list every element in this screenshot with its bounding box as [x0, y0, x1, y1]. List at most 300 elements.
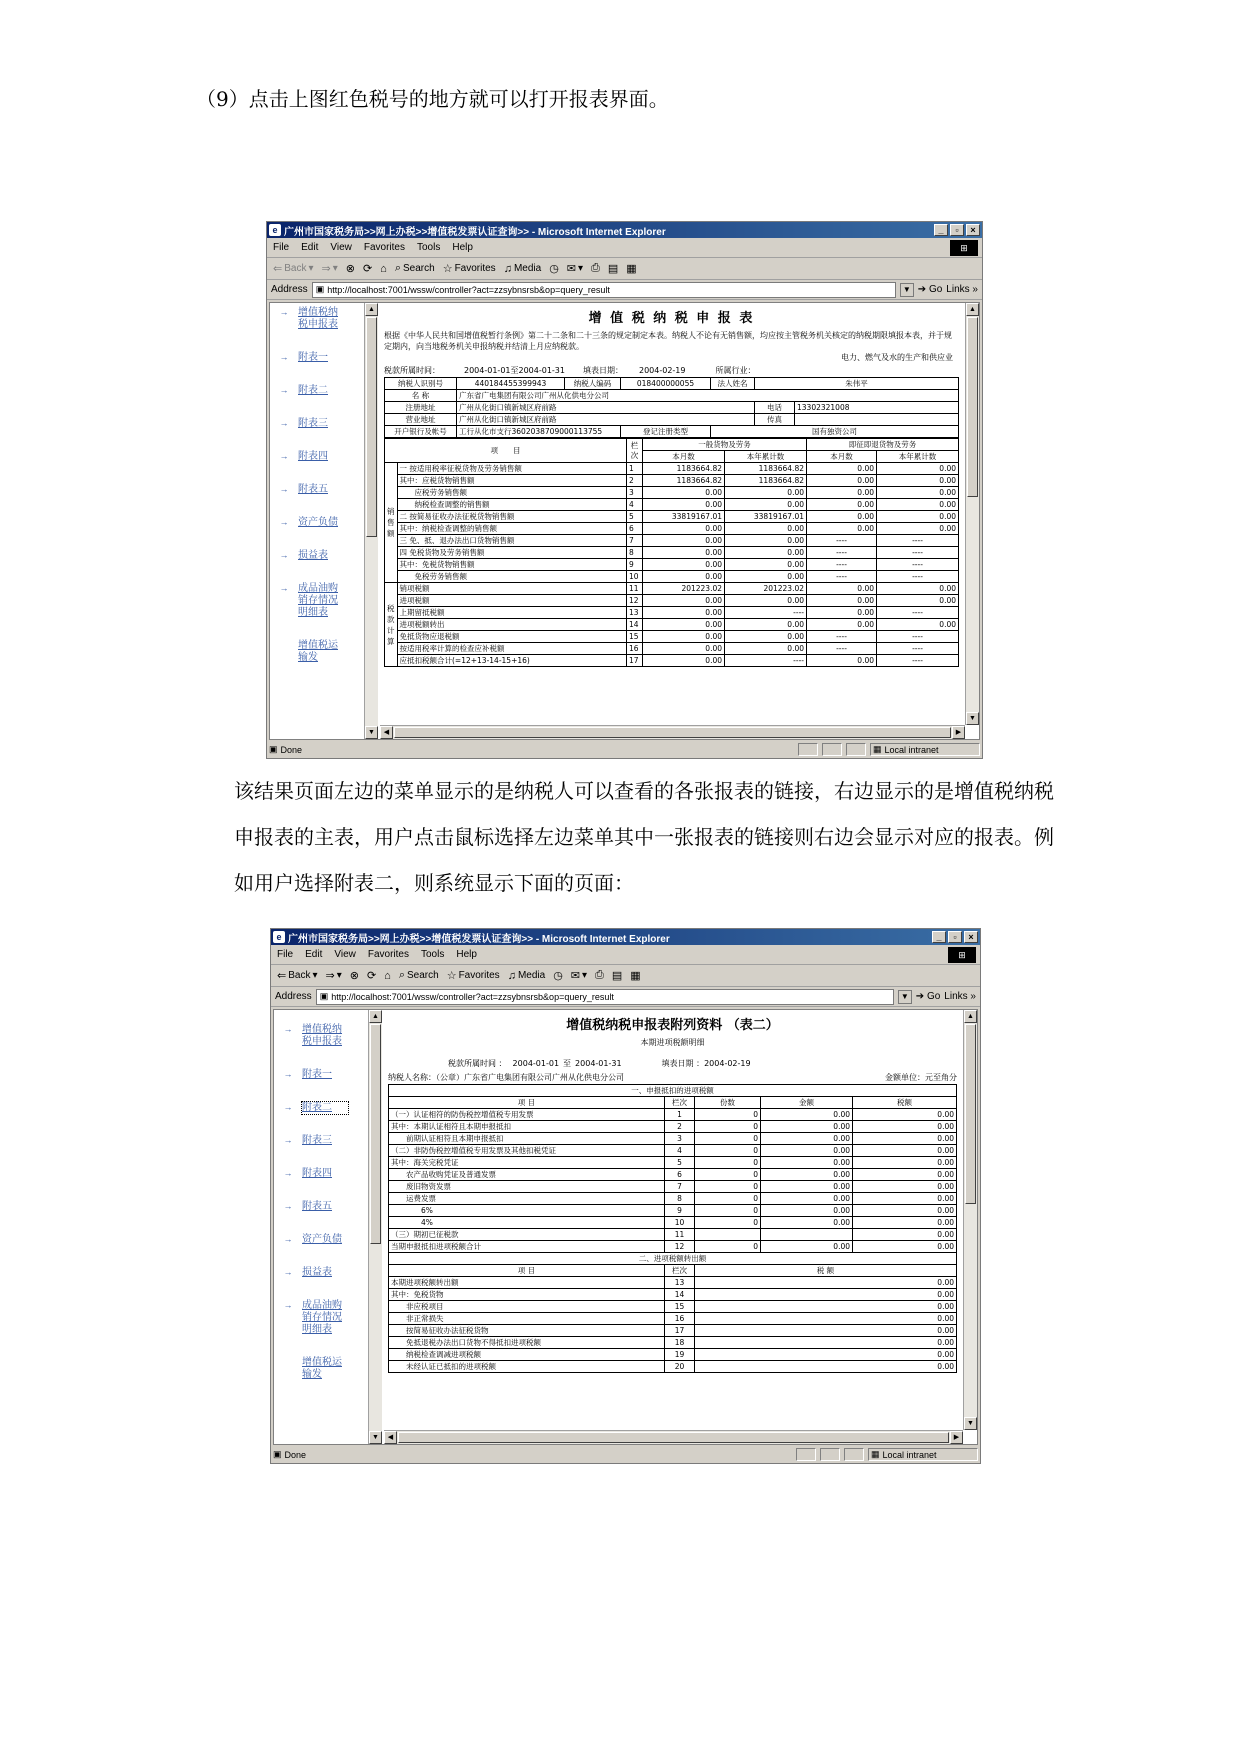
scroll-right-icon[interactable]: ▶ — [952, 726, 965, 739]
row-month-immediate: 0.00 — [807, 583, 877, 595]
nav-arrow-icon: → — [279, 451, 289, 461]
nav-arrow-icon: → — [283, 1267, 293, 1277]
nav-item-attachment-5[interactable]: → 附表五 — [270, 484, 364, 496]
nav-item-main-form[interactable]: → 增值税纳税申报表 — [274, 1024, 368, 1048]
table-row — [385, 535, 959, 547]
scroll-thumb[interactable] — [394, 727, 951, 738]
title-bar — [267, 222, 982, 238]
nav-arrow-icon: → — [279, 307, 289, 317]
row-lane: 18 — [665, 1337, 695, 1349]
row-lane: 13 — [665, 1277, 695, 1289]
row-amount: 0.00 — [761, 1133, 853, 1145]
row-lane: 10 — [627, 571, 643, 583]
row-month-immediate: 0.00 — [807, 607, 877, 619]
right-scrollbar[interactable] — [965, 303, 979, 725]
scroll-down-icon[interactable]: ▼ — [365, 726, 378, 739]
media-button[interactable]: ♫ Media — [507, 969, 546, 982]
row-amount: 0.00 — [761, 1169, 853, 1181]
row-count: 0 — [695, 1121, 761, 1133]
table-row — [389, 1313, 957, 1325]
row-year-general: 0.00 — [725, 487, 807, 499]
address-dropdown-icon[interactable]: ▼ — [900, 283, 914, 297]
scroll-thumb[interactable] — [370, 1024, 381, 1244]
nav-item-balance-sheet[interactable]: → 资产负债 — [270, 517, 364, 529]
nav-arrow-icon: → — [279, 517, 289, 527]
row-item: 销项税额 — [397, 583, 627, 595]
row-item: 上期留抵税额 — [397, 607, 627, 619]
row-month-general: 0.00 — [643, 607, 725, 619]
row-count: 0 — [695, 1217, 761, 1229]
search-icon: ⌕ — [394, 262, 401, 274]
home-icon: ⌂ — [380, 262, 387, 275]
table-row — [389, 1277, 957, 1289]
row-tax: 0.00 — [853, 1109, 957, 1121]
address-input[interactable] — [312, 282, 896, 298]
row-month-general: 0.00 — [643, 631, 725, 643]
print-button[interactable] — [591, 262, 600, 275]
nav-arrow-icon: → — [279, 484, 289, 494]
row-year-general: 0.00 — [725, 631, 807, 643]
nav-arrow-icon: → — [279, 418, 289, 428]
row-item: 当期申报抵扣进项税额合计 — [389, 1241, 665, 1253]
edit-button[interactable] — [608, 262, 618, 275]
done-page-icon: ▣ — [273, 1449, 282, 1459]
edit-button[interactable] — [612, 969, 622, 982]
fill-date: 2004-02-19 — [638, 365, 686, 375]
tax-period: 2004-01-01至2004-01-31 — [464, 365, 565, 375]
row-lane: 6 — [627, 523, 643, 535]
row-month-immediate: ---- — [807, 631, 877, 643]
home-button[interactable] — [380, 263, 387, 275]
row-lane: 16 — [627, 643, 643, 655]
table-row — [385, 619, 959, 631]
nav-item-income-statement[interactable]: → 损益表 — [274, 1267, 368, 1279]
horizontal-scrollbar[interactable] — [384, 1430, 963, 1444]
row-year-immediate: ---- — [877, 631, 959, 643]
horizontal-scrollbar[interactable] — [380, 725, 965, 739]
media-button[interactable]: ♫ Media — [503, 262, 542, 275]
scroll-down-icon[interactable]: ▼ — [369, 1431, 382, 1444]
address-input[interactable] — [316, 989, 894, 1005]
scroll-thumb[interactable] — [967, 317, 978, 497]
taxpayer-info-table: 纳税人识别号 440184455399943 纳税人编码 018400000055 法人姓名 朱伟平 名 称 广东省广电集团有限公司广州从化供电分公司 注册地址 广州从化街口镇新城区府前路 电话 13302321008 营业地址 广州从化街口镇新城区府前路 传真 开户银行及帐号 工行从化市支行3602038709000113755 登记注册类型 国有独资公司 — [384, 377, 959, 438]
menu-edit[interactable]: Edit — [301, 242, 319, 253]
menu-view[interactable]: View — [334, 949, 356, 960]
table-row — [389, 1229, 957, 1241]
nav-item-attachment-1[interactable]: → 附表一 — [274, 1069, 368, 1081]
nav-item-transport-invoice[interactable]: 增值税运输发 — [302, 1357, 342, 1380]
row-lane: 5 — [627, 511, 643, 523]
menu-file[interactable]: File — [277, 949, 294, 960]
scroll-thumb[interactable] — [398, 1432, 949, 1443]
row-lane: 5 — [665, 1157, 695, 1169]
mail-button[interactable]: ✉ ▾ — [566, 263, 584, 275]
row-year-general: 0.00 — [725, 535, 807, 547]
table-row — [385, 487, 959, 499]
address-bar — [271, 987, 980, 1007]
vat-calculation-table: 项 目 栏次 一般货物及劳务 即征即退货物及劳务 本月数 本年累计数 本月数 本年累计数 销售额 一 按适用税率征税货物及劳务销售额 1 1183664.82 1183664.82 0.00 0.00 其中：应税货物销售额 2 1183664.82 1183664.82 0.00 0.00 应税劳务销售额 3 0.00 0.00 0.00 0.00 纳税检查调整的销售额 4 0.00 0.00 0.00 0.00 二 按简易征收办法征税货物销售额 5 33819167.01 33819167.01 0.00 0.00 其中：纳税检查调整的销售额 6 0.00 0.00 0.00 0.00 三 免、抵、退办法出口货物销售额 7 0.00 0.00 ---- ---- 四 免税货物及劳务销售额 8 0.00 0.00 ---- ---- 其中：免税货物销售额 9 0.00 0.00 ---- ---- 免税劳务销售额 10 0.00 0.00 ---- ---- 税款计算 销项税额 11 201223.02 201223.02 0.00 0.00 进项税额 12 0.00 0.00 0.00 0.00 上期留抵税额 13 0.00 ---- 0.00 ---- 进项税额转出 14 0.00 0.00 0.00 0.00 免抵货物应退税额 15 0.00 0.00 ---- ---- 按适用税率计算的检查应补税额 16 0.00 0.00 ---- ---- 应抵扣税额合计(=12+13-14-15+16) 17 0.00 ---- 0.00 ---- — [384, 438, 959, 667]
minimize-icon[interactable]: _ — [932, 931, 946, 943]
row-month-general: 33819167.01 — [643, 511, 725, 523]
discuss-button[interactable] — [630, 969, 640, 982]
zone-text: Local intranet — [884, 744, 939, 755]
mail-icon: ✉ — [566, 263, 577, 275]
window-title: 广州市国家税务局>>网上办税>>增值税发票认证查询>> - Microsoft Internet Explorer — [288, 933, 670, 945]
row-year-general: ---- — [725, 607, 807, 619]
row-month-general: 0.00 — [643, 547, 725, 559]
status-bar — [273, 1447, 978, 1462]
row-month-general: 0.00 — [643, 559, 725, 571]
row-lane: 4 — [627, 499, 643, 511]
back-button[interactable]: ⇐ Back ▾ — [277, 970, 318, 982]
address-dropdown-icon[interactable]: ▼ — [898, 990, 912, 1004]
row-lane: 8 — [665, 1193, 695, 1205]
row-year-immediate: ---- — [877, 547, 959, 559]
scroll-thumb[interactable] — [366, 317, 377, 537]
menu-help[interactable]: Help — [456, 949, 477, 960]
nav-arrow-icon: → — [283, 1234, 293, 1244]
row-item: 进项税额 — [397, 595, 627, 607]
left-scrollbar[interactable] — [364, 303, 378, 739]
row-tax: 0.00 — [853, 1181, 957, 1193]
row-month-immediate: 0.00 — [807, 499, 877, 511]
row-item: 免抵货物应退税额 — [397, 631, 627, 643]
row-amount: 0.00 — [761, 1217, 853, 1229]
row-month-immediate: 0.00 — [807, 511, 877, 523]
address-url: http://localhost:7001/wssw/controller?act=zzsybnsrsb&op=query_result — [331, 991, 614, 1002]
nav-item-attachment-2[interactable]: → 附表二 — [274, 1102, 368, 1114]
row-month-general: 0.00 — [643, 619, 725, 631]
print-icon: ⎙ — [591, 262, 600, 274]
favorites-icon: ☆ — [446, 970, 457, 982]
period-line: 税款所属时间 ： 2004-01-01 至 2004-01-31 填表日期 ： 2004-02-19 — [448, 1058, 751, 1068]
row-year-general: 0.00 — [725, 523, 807, 535]
row-month-general: 0.00 — [643, 535, 725, 547]
explanation-text: 该结果页面左边的菜单显示的是纳税人可以查看的各张报表的链接，右边显示的是增值税纳税申报表的主表，用户点击鼠标选择左边菜单其中一张报表的链接则右边会显示对应的报表。例如用户选择附表二，则系统显示下面的页面： — [234, 779, 1054, 895]
print-button[interactable] — [595, 969, 604, 982]
left-scrollbar[interactable] — [368, 1010, 382, 1444]
menu-help[interactable]: Help — [452, 242, 473, 253]
form-title: 增值税纳税申报表附列资料 （表二） — [566, 1018, 779, 1033]
row-item: 其中：本期认证相符且本期申报抵扣 — [389, 1121, 665, 1133]
row-lane: 1 — [665, 1109, 695, 1121]
row-tax: 0.00 — [695, 1289, 957, 1301]
nav-arrow-icon: → — [283, 1102, 293, 1112]
row-amount: 0.00 — [761, 1157, 853, 1169]
nav-arrow-icon: → — [279, 385, 289, 395]
nav-arrow-icon: → — [283, 1024, 293, 1034]
go-button[interactable]: ➔ Go — [917, 284, 943, 295]
row-year-immediate: 0.00 — [877, 523, 959, 535]
row-month-immediate: 0.00 — [807, 475, 877, 487]
row-lane: 17 — [627, 655, 643, 667]
window-title: 广州市国家税务局>>网上办税>>增值税发票认证查询>> - Microsoft Internet Explorer — [284, 226, 666, 238]
form-subtitle: 本期进项税额明细 — [640, 1038, 705, 1047]
row-lane: 19 — [665, 1349, 695, 1361]
row-item: 二 按简易征收办法征税货物销售额 — [397, 511, 627, 523]
nav-item-attachment-1[interactable]: → 附表一 — [270, 352, 364, 364]
menu-file[interactable]: File — [273, 242, 290, 253]
row-item: 其中：海关完税凭证 — [389, 1157, 665, 1169]
nav-item-oil-inventory[interactable]: → 成品油购销存情况明细表 — [270, 583, 364, 619]
refresh-button[interactable] — [363, 262, 372, 275]
row-lane: 13 — [627, 607, 643, 619]
nav-arrow-icon: → — [283, 1069, 293, 1079]
stop-icon: ⊗ — [349, 970, 359, 982]
mail-button[interactable]: ✉ ▾ — [570, 970, 588, 982]
row-year-general: 0.00 — [725, 547, 807, 559]
row-month-immediate: ---- — [807, 571, 877, 583]
favorites-button[interactable]: ☆ Favorites — [442, 263, 496, 275]
discuss-button[interactable] — [626, 262, 636, 275]
row-year-immediate: 0.00 — [877, 595, 959, 607]
row-year-immediate: ---- — [877, 559, 959, 571]
row-item: 纳税检查调整的销售额 — [397, 499, 627, 511]
row-lane: 11 — [665, 1229, 695, 1241]
row-year-general: ---- — [725, 655, 807, 667]
report-nav — [270, 307, 364, 685]
nav-item-attachment-2[interactable]: → 附表二 — [270, 385, 364, 397]
row-amount: 0.00 — [761, 1109, 853, 1121]
home-button[interactable] — [384, 970, 391, 982]
row-year-immediate: 0.00 — [877, 619, 959, 631]
nav-arrow-icon: → — [279, 550, 289, 560]
row-month-general: 0.00 — [643, 643, 725, 655]
nav-arrow-icon: → — [283, 1201, 293, 1211]
row-item: 免抵退税办法出口货物不得抵扣进项税额 — [389, 1337, 665, 1349]
row-month-immediate: ---- — [807, 559, 877, 571]
page-icon: ▣ — [319, 991, 329, 1001]
row-item: 4% — [389, 1217, 665, 1229]
links-button[interactable]: Links » — [946, 284, 978, 295]
nav-arrow-icon: → — [283, 1135, 293, 1145]
scroll-thumb[interactable] — [965, 1024, 976, 1204]
stop-button[interactable] — [346, 262, 355, 275]
row-tax: 0.00 — [853, 1157, 957, 1169]
row-year-general: 33819167.01 — [725, 511, 807, 523]
forward-button[interactable]: ⇒ ▾ — [321, 263, 338, 275]
row-month-immediate: ---- — [807, 535, 877, 547]
close-icon[interactable]: × — [966, 224, 980, 236]
row-item: 三 免、抵、退办法出口货物销售额 — [397, 535, 627, 547]
menu-view[interactable]: View — [330, 242, 352, 253]
table-row — [385, 559, 959, 571]
go-button[interactable]: ➔ Go — [915, 991, 941, 1002]
history-button[interactable] — [549, 262, 559, 275]
row-item: 农产品收购凭证及普通发票 — [389, 1169, 665, 1181]
scroll-up-icon[interactable]: ▲ — [966, 303, 979, 316]
links-button[interactable]: Links » — [944, 991, 976, 1002]
row-count: 0 — [695, 1145, 761, 1157]
table-row — [385, 511, 959, 523]
edit-icon: ▤ — [611, 970, 623, 982]
row-month-general: 0.00 — [643, 571, 725, 583]
table-row — [385, 523, 959, 535]
nav-item-attachment-3[interactable]: → 附表三 — [274, 1135, 368, 1147]
nav-item-attachment-3[interactable]: → 附表三 — [270, 418, 364, 430]
row-amount: 0.00 — [761, 1121, 853, 1133]
form-preamble: 根据《中华人民共和国增值税暂行条例》第二十二条和二十三条的规定制定本表。纳税人不论有无销售额，均应按主管税务机关核定的纳税期限填报本表，并于规定期内，向当地税务机关申报纳税并结清上月应纳税款。 — [384, 331, 952, 351]
row-month-general: 0.00 — [643, 523, 725, 535]
scroll-left-icon[interactable]: ◀ — [384, 1431, 397, 1444]
address-url: http://localhost:7001/wssw/controller?act=zzsybnsrsb&op=query_result — [327, 284, 610, 295]
close-icon[interactable]: × — [964, 931, 978, 943]
search-button[interactable]: ⌕ Search — [394, 262, 435, 274]
row-year-immediate: 0.00 — [877, 499, 959, 511]
row-month-general: 1183664.82 — [643, 463, 725, 475]
table-row — [385, 595, 959, 607]
row-lane: 15 — [665, 1301, 695, 1313]
browser-window-main-form — [266, 221, 983, 759]
nav-item-main-form[interactable]: → 增值税纳税申报表 — [270, 307, 364, 331]
discuss-icon: ▦ — [630, 970, 641, 982]
table-row — [389, 1121, 957, 1133]
row-tax: 0.00 — [695, 1337, 957, 1349]
scroll-up-icon[interactable]: ▲ — [369, 1010, 382, 1023]
vat-return-form — [380, 303, 963, 723]
left-menu-pane — [270, 303, 378, 739]
row-month-immediate: 0.00 — [807, 595, 877, 607]
favorites-icon: ☆ — [442, 263, 453, 275]
row-tax: 0.00 — [695, 1349, 957, 1361]
history-icon: ◷ — [549, 263, 559, 275]
nav-arrow-icon: → — [283, 1168, 293, 1178]
row-lane: 4 — [665, 1145, 695, 1157]
scroll-up-icon[interactable]: ▲ — [964, 1010, 977, 1023]
tax-transfer-rows — [389, 1277, 957, 1373]
back-arrow-icon: ⇐ — [277, 970, 287, 982]
menu-tools[interactable]: Tools — [420, 949, 445, 960]
side-label-sales: 销售额 — [385, 463, 398, 583]
row-tax: 0.00 — [853, 1121, 957, 1133]
forward-button[interactable]: ⇒ ▾ — [325, 970, 342, 982]
stop-button[interactable] — [350, 969, 359, 982]
row-item: 其中：免税货物 — [389, 1289, 665, 1301]
table-row — [389, 1289, 957, 1301]
home-icon: ⌂ — [384, 969, 391, 982]
go-arrow-icon: ➔ — [917, 284, 927, 295]
row-tax: 0.00 — [695, 1301, 957, 1313]
row-tax: 0.00 — [853, 1205, 957, 1217]
row-item: 四 免税货物及劳务销售额 — [397, 547, 627, 559]
row-amount — [761, 1229, 853, 1241]
search-icon: ⌕ — [398, 969, 405, 981]
menu-favorites[interactable]: Favorites — [363, 242, 405, 253]
restore-icon[interactable]: ▫ — [948, 931, 962, 943]
row-tax: 0.00 — [853, 1217, 957, 1229]
nav-item-attachment-5[interactable]: → 附表五 — [274, 1201, 368, 1213]
table-row — [385, 463, 959, 475]
row-item: 免税劳务销售额 — [397, 571, 627, 583]
scroll-left-icon[interactable]: ◀ — [380, 726, 393, 739]
search-button[interactable]: ⌕ Search — [398, 969, 439, 981]
right-scrollbar[interactable] — [963, 1010, 977, 1430]
row-count: 0 — [695, 1109, 761, 1121]
row-lane: 2 — [665, 1121, 695, 1133]
table-row — [389, 1325, 957, 1337]
scroll-down-icon[interactable]: ▼ — [966, 712, 979, 725]
toolbar — [267, 258, 982, 280]
table-row — [385, 643, 959, 655]
ie-icon: e — [269, 224, 281, 236]
row-lane: 7 — [665, 1181, 695, 1193]
refresh-button[interactable] — [367, 969, 376, 982]
favorites-button[interactable]: ☆ Favorites — [446, 970, 500, 982]
row-lane: 1 — [627, 463, 643, 475]
table-row — [385, 499, 959, 511]
nav-item-transport-invoice[interactable]: 增值税运输发 — [298, 640, 338, 663]
scroll-right-icon[interactable]: ▶ — [950, 1431, 963, 1444]
restore-icon[interactable]: ▫ — [950, 224, 964, 236]
nav-item-attachment-4[interactable]: → 附表四 — [270, 451, 364, 463]
industry-value: 电力、燃气及水的生产和供应业 — [841, 353, 953, 362]
browser-window-attachment-2 — [270, 928, 981, 1464]
row-year-general: 1183664.82 — [725, 463, 807, 475]
nav-item-attachment-4[interactable]: → 附表四 — [274, 1168, 368, 1180]
table-row — [389, 1181, 957, 1193]
menu-tools[interactable]: Tools — [416, 242, 441, 253]
browser-content — [273, 1009, 978, 1445]
menu-favorites[interactable]: Favorites — [367, 949, 409, 960]
nav-item-balance-sheet[interactable]: → 资产负债 — [274, 1234, 368, 1246]
table-row — [385, 547, 959, 559]
row-item: 非应税项目 — [389, 1301, 665, 1313]
minimize-icon[interactable]: _ — [934, 224, 948, 236]
report-pane — [384, 1010, 977, 1444]
row-lane: 2 — [627, 475, 643, 487]
row-item: 应税劳务销售额 — [397, 487, 627, 499]
intro-text: （9）点击上图红色税号的地方就可以打开报表界面。 — [196, 87, 669, 111]
scroll-down-icon[interactable]: ▼ — [964, 1417, 977, 1430]
period-line: 税款所属时间： 2004-01-01至2004-01-31 填表日期： 2004-02-19 所属行业： — [384, 365, 756, 375]
table-row — [389, 1145, 957, 1157]
row-lane: 14 — [627, 619, 643, 631]
row-amount: 0.00 — [761, 1205, 853, 1217]
row-count — [695, 1229, 761, 1241]
media-icon: ♫ — [503, 262, 512, 275]
row-item: （二）非防伪税控增值税专用发票及其他扣税凭证 — [389, 1145, 665, 1157]
taxpayer-id-link[interactable]: 440184455399943 — [457, 378, 565, 390]
menu-edit[interactable]: Edit — [305, 949, 323, 960]
row-year-immediate: 0.00 — [877, 475, 959, 487]
intranet-icon: ▦ — [871, 1449, 880, 1459]
row-tax: 0.00 — [853, 1169, 957, 1181]
table-row — [389, 1193, 957, 1205]
attachment-2-form — [384, 1010, 961, 1428]
row-lane: 17 — [665, 1325, 695, 1337]
intranet-icon: ▦ — [873, 744, 882, 754]
go-arrow-icon: ➔ — [915, 991, 925, 1002]
stop-icon: ⊗ — [345, 263, 355, 275]
nav-item-income-statement[interactable]: → 损益表 — [270, 550, 364, 562]
row-year-immediate: 0.00 — [877, 511, 959, 523]
browser-content — [269, 302, 980, 740]
nav-item-oil-inventory[interactable]: → 成品油购销存情况明细表 — [274, 1300, 368, 1336]
row-lane: 3 — [665, 1133, 695, 1145]
history-button[interactable] — [553, 969, 563, 982]
row-year-immediate: ---- — [877, 655, 959, 667]
row-item: 一 按适用税率征税货物及劳务销售额 — [397, 463, 627, 475]
table-row — [385, 655, 959, 667]
table-row — [389, 1205, 957, 1217]
row-item: 本期进项税额转出额 — [389, 1277, 665, 1289]
table-row — [385, 571, 959, 583]
back-button[interactable]: ⇐ Back ▾ — [273, 263, 314, 275]
row-lane: 3 — [627, 487, 643, 499]
table-row — [389, 1349, 957, 1361]
row-year-general: 201223.02 — [725, 583, 807, 595]
scroll-up-icon[interactable]: ▲ — [365, 303, 378, 316]
